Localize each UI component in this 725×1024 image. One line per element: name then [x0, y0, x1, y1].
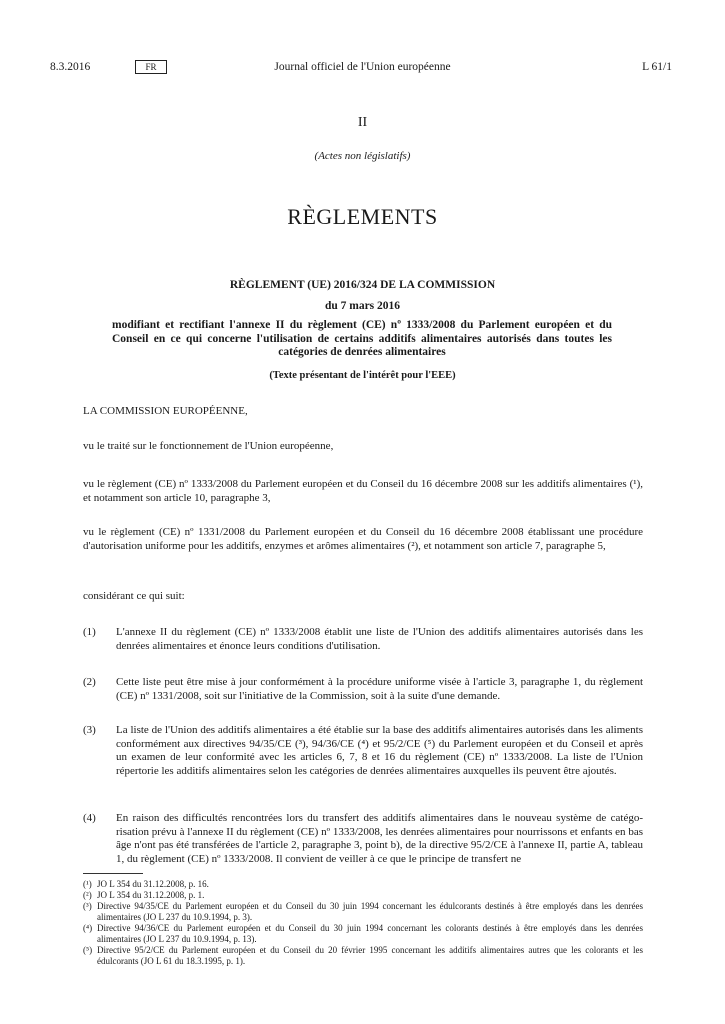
act-subject: modifiant et rectifiant l'annexe II du règlement (CE) nº 1333/2008 du Parlement européen et du Conseil en ce qui concerne l'utilisation de certains additifs alimentaires autorisés dans toutes les catégories de denrées alimentaires [112, 319, 612, 358]
recital-number: (2) [83, 676, 96, 688]
footnote [83, 901, 643, 923]
header-language-code: FR [135, 60, 167, 74]
recital-text: L'annexe II du règlement (CE) nº 1333/2008 établit une liste de l'Union des additifs alimentaires autorisés dans les denrées alimentaires et énonce leurs conditions d'utilisation. [116, 626, 643, 652]
footnote-divider [83, 873, 143, 874]
citation: vu le règlement (CE) nº 1331/2008 du Parlement européen et du Conseil du 16 décembre 2008 établissant une procédure d'autorisation uniforme pour les additifs, enzymes et arômes alimentaires (²), et notamment son article 7, paragraphe 5, [83, 526, 643, 552]
header-date: 8.3.2016 [50, 61, 91, 73]
recital-text: La liste de l'Union des additifs alimentaires a été établie sur la base des additifs alimentaires autorisés dans les aliments conformément aux directives 94/35/CE (³), 94/36/CE (⁴) et 95/2/CE (⁵) du Parlement européen et du Conseil et après un examen de leur conformité avec les articles 6, 7, 8 et 16 du règlement (CE) nº 1333/2008. La liste de l'Union répertorie les additifs alimentaires selon les catégories de denrées alimentaires auxquelles ils peuvent être ajoutés. [116, 724, 643, 777]
footnote-number: (¹) [83, 879, 92, 889]
recital-text: En raison des difficultés rencontrées lors du transfert des additifs alimentaires dans le nouveau système de catégo-risation prévu à l'annexe II du règlement (CE) nº 1333/2008, les denrées alimentaires pour nourrissons et enfants en bas âge n'ont pas été transférées de l'article 2, paragraphe 3, point b), de la directive 95/2/CE à l'annexe II, partie A, tableau 1, du règlement (CE) nº 1333/2008. Il convient de veiller à ce que le principe de transfert ne [116, 812, 643, 865]
recital-number: (1) [83, 626, 96, 638]
footnote-text: Directive 94/35/CE du Parlement européen et du Conseil du 30 juin 1994 concernant les édulcorants destinés à être employés dans les denrées alimentaires (JO L 237 du 10.9.1994, p. 3). [97, 901, 643, 922]
citation: vu le règlement (CE) nº 1333/2008 du Parlement européen et du Conseil du 16 décembre 2008 sur les additifs alimentaires (¹), et notamment son article 10, paragraphe 3, [83, 478, 643, 504]
citation: vu le traité sur le fonctionnement de l'Union européenne, [83, 440, 334, 452]
recital-number: (4) [83, 812, 96, 824]
footnote-number: (⁴) [83, 923, 93, 933]
eea-relevance: (Texte présentant de l'intérêt pour l'EEE) [269, 370, 456, 381]
act-date: du 7 mars 2016 [324, 300, 401, 312]
footnote-text: JO L 354 du 31.12.2008, p. 1. [97, 890, 205, 900]
header-journal-title: Journal officiel de l'Union européenne [274, 61, 451, 73]
footnote-number: (⁵) [83, 945, 93, 955]
footnote [83, 879, 643, 890]
footnote-number: (³) [83, 901, 92, 911]
issuer: LA COMMISSION EUROPÉENNE, [83, 405, 248, 417]
footnote-text: Directive 95/2/CE du Parlement européen et du Conseil du 20 février 1995 concernant les additifs alimentaires autres que les colorants et les édulcorants (JO L 61 du 18.3.1995, p. 1). [97, 945, 643, 966]
part-subtitle: (Actes non législatifs) [314, 150, 411, 162]
footnote-text: Directive 94/36/CE du Parlement européen et du Conseil du 30 juin 1994 concernant les colorants destinés à être employés dans les denrées alimentaires (JO L 237 du 10.9.1994, p. 13). [97, 923, 643, 944]
footnote-text: JO L 354 du 31.12.2008, p. 16. [97, 879, 209, 889]
recital-text: Cette liste peut être mise à jour conformément à la procédure uniforme visée à l'article 3, paragraphe 1, du règlement (CE) nº 1331/2008, soit sur l'initiative de la Commission, soit à la suite d'une demande. [116, 676, 643, 702]
header-page-reference: L 61/1 [642, 61, 672, 73]
part-number: II [357, 115, 368, 130]
footnote [83, 890, 643, 901]
footnote-number: (²) [83, 890, 92, 900]
act-title: RÈGLEMENT (UE) 2016/324 DE LA COMMISSION [229, 279, 496, 291]
considering-clause: considérant ce qui suit: [83, 590, 185, 602]
section-title: RÈGLEMENTS [287, 204, 438, 229]
recital-number: (3) [83, 724, 96, 736]
footnote [83, 923, 643, 945]
footnote [83, 945, 643, 967]
